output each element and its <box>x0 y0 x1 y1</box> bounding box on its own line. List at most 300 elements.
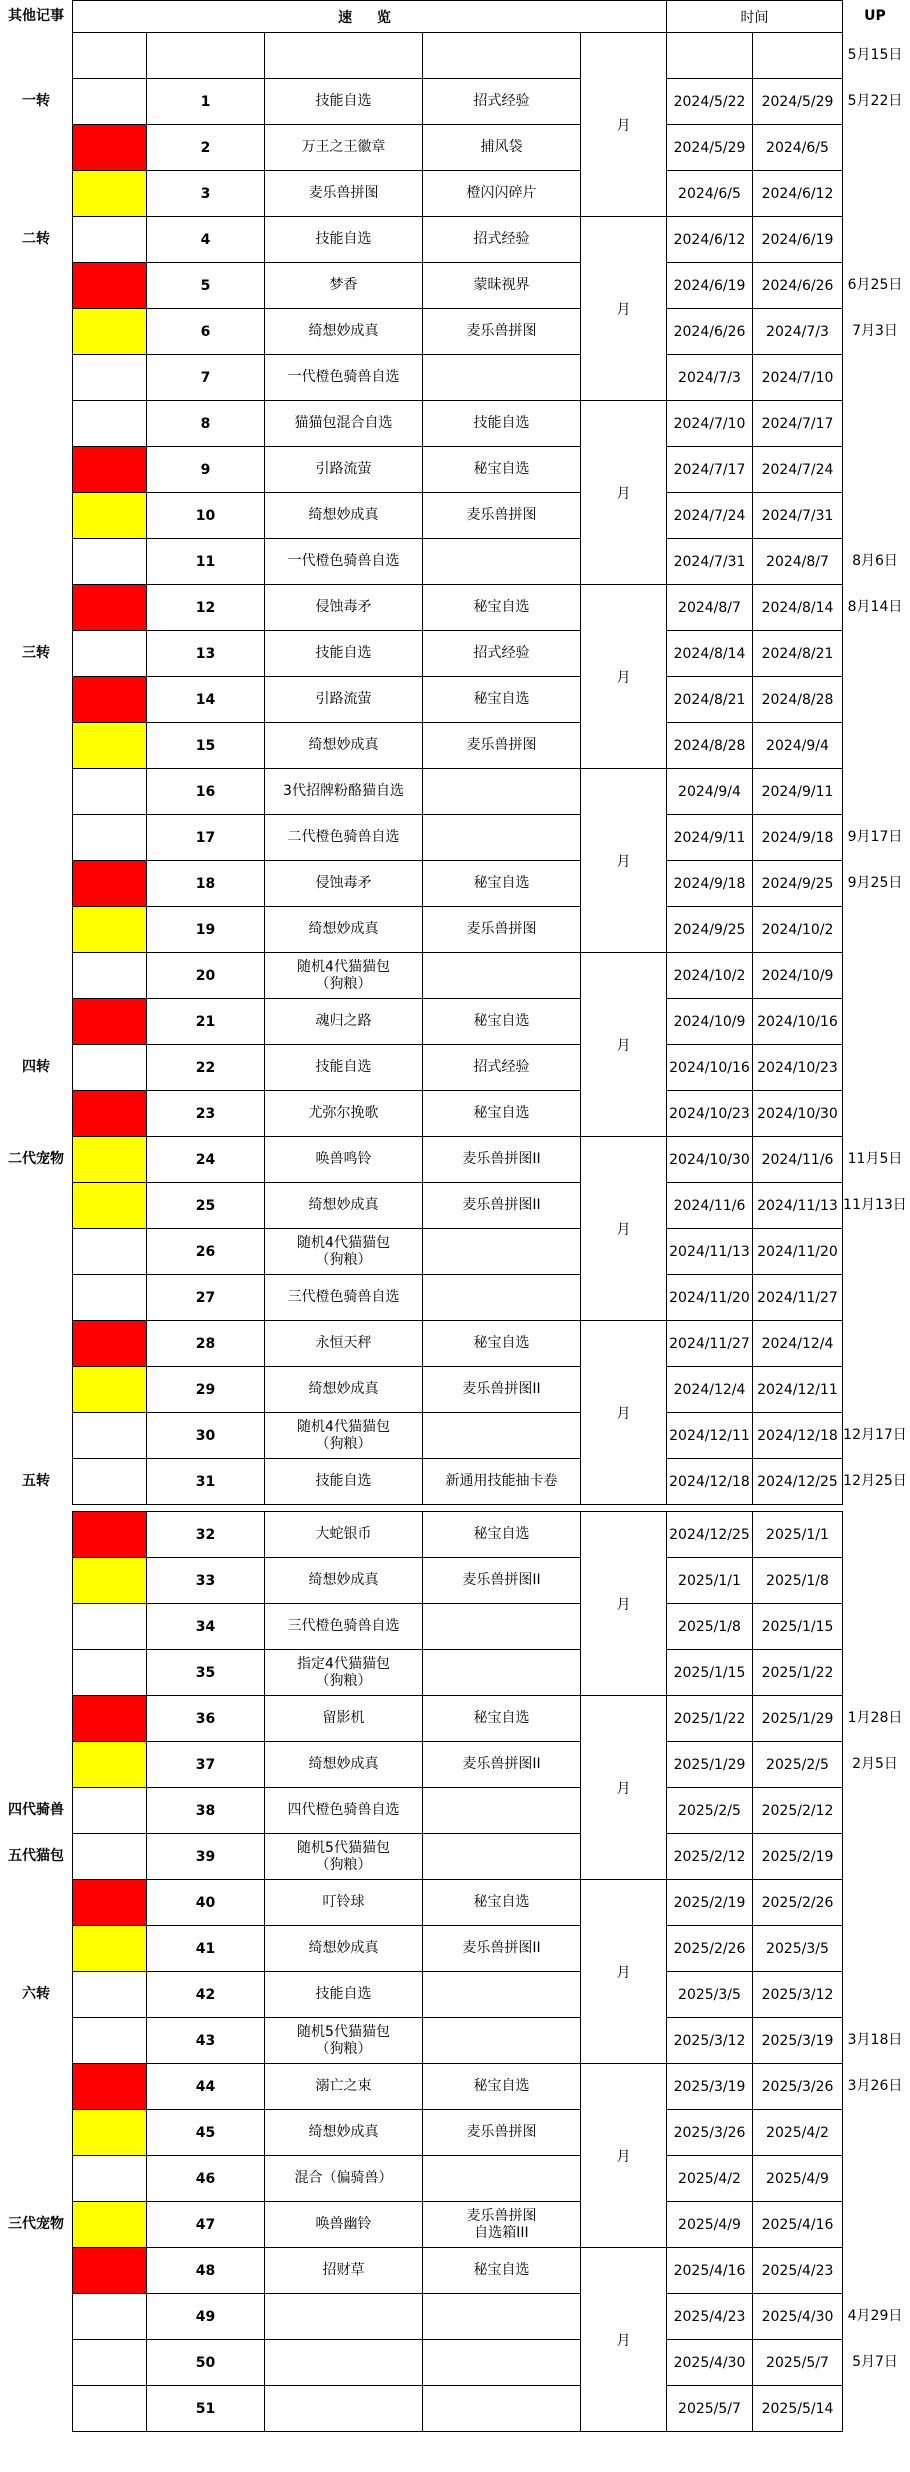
color-swatch <box>73 1650 147 1696</box>
up-date: 4月29日 <box>847 2308 903 2324</box>
end-date: 2024/9/25 <box>753 861 843 907</box>
end-date: 2025/3/19 <box>753 2018 843 2064</box>
week-number: 10 <box>147 493 265 539</box>
empty-cell <box>423 33 581 79</box>
item-secondary: 招式经验 <box>423 631 581 677</box>
week-number: 4 <box>147 217 265 263</box>
item-secondary: 麦乐兽拼图 <box>423 309 581 355</box>
color-swatch <box>73 2202 147 2248</box>
item-secondary <box>423 2386 581 2432</box>
color-swatch <box>73 1091 147 1137</box>
empty-cell <box>147 33 265 79</box>
item-secondary <box>423 2294 581 2340</box>
start-date: 2024/9/18 <box>667 861 753 907</box>
table-row <box>73 769 843 815</box>
item-primary: 侵蚀毒矛 <box>265 861 423 907</box>
color-swatch <box>73 217 147 263</box>
table-row <box>73 2294 843 2340</box>
item-primary: 麦乐兽拼图 <box>265 171 423 217</box>
color-swatch <box>73 1834 147 1880</box>
item-secondary: 秘宝自选 <box>423 1091 581 1137</box>
table-row <box>73 2110 843 2156</box>
table-row <box>73 1742 843 1788</box>
color-swatch <box>73 355 147 401</box>
item-secondary: 招式经验 <box>423 217 581 263</box>
color-swatch <box>73 677 147 723</box>
month-cell: 月 <box>581 585 667 769</box>
side-note: 一转 <box>22 93 50 109</box>
week-number: 35 <box>147 1650 265 1696</box>
table-row <box>73 1788 843 1834</box>
table-row <box>73 447 843 493</box>
week-number: 43 <box>147 2018 265 2064</box>
side-note: 六转 <box>22 1986 50 2002</box>
item-secondary <box>423 1604 581 1650</box>
week-number: 7 <box>147 355 265 401</box>
color-swatch <box>73 2110 147 2156</box>
item-primary: 绮想妙成真 <box>265 1742 423 1788</box>
end-date: 2025/4/2 <box>753 2110 843 2156</box>
table-row <box>73 585 843 631</box>
end-date: 2024/10/23 <box>753 1045 843 1091</box>
side-note: 四代骑兽 <box>8 1802 64 1818</box>
start-date: 2025/4/16 <box>667 2248 753 2294</box>
table-row <box>73 1045 843 1091</box>
end-date: 2024/6/26 <box>753 263 843 309</box>
color-swatch <box>73 1788 147 1834</box>
start-date: 2024/11/6 <box>667 1183 753 1229</box>
end-date: 2025/5/14 <box>753 2386 843 2432</box>
start-date: 2025/4/9 <box>667 2202 753 2248</box>
item-secondary: 秘宝自选 <box>423 1880 581 1926</box>
table-row <box>73 2340 843 2386</box>
color-swatch <box>73 999 147 1045</box>
end-date: 2025/3/12 <box>753 1972 843 2018</box>
color-swatch <box>73 631 147 677</box>
item-primary: 魂归之路 <box>265 999 423 1045</box>
item-primary: 三代橙色骑兽自选 <box>265 1604 423 1650</box>
end-date: 2025/3/26 <box>753 2064 843 2110</box>
color-swatch <box>73 401 147 447</box>
month-cell: 月 <box>581 1880 667 2064</box>
item-primary <box>265 2294 423 2340</box>
item-secondary <box>423 355 581 401</box>
start-date: 2025/5/7 <box>667 2386 753 2432</box>
item-primary: 技能自选 <box>265 217 423 263</box>
item-secondary: 麦乐兽拼图II <box>423 1183 581 1229</box>
table-row <box>73 1650 843 1696</box>
week-number: 11 <box>147 539 265 585</box>
week-number: 49 <box>147 2294 265 2340</box>
end-date: 2025/2/5 <box>753 1742 843 1788</box>
start-date: 2025/4/23 <box>667 2294 753 2340</box>
table-row <box>73 1926 843 1972</box>
item-secondary: 麦乐兽拼图 <box>423 723 581 769</box>
end-date: 2024/11/20 <box>753 1229 843 1275</box>
start-date: 2024/10/9 <box>667 999 753 1045</box>
item-secondary: 麦乐兽拼图 <box>423 493 581 539</box>
week-number: 22 <box>147 1045 265 1091</box>
start-date: 2025/3/19 <box>667 2064 753 2110</box>
table-row <box>73 1091 843 1137</box>
start-date: 2025/2/12 <box>667 1834 753 1880</box>
time-column-header: 时间 <box>667 1 843 33</box>
item-primary: 大蛇银币 <box>265 1512 423 1558</box>
color-swatch <box>73 1275 147 1321</box>
item-primary: 一代橙色骑兽自选 <box>265 355 423 401</box>
table-row <box>73 999 843 1045</box>
start-date: 2024/8/7 <box>667 585 753 631</box>
item-primary <box>265 2386 423 2432</box>
up-date: 8月14日 <box>847 599 903 615</box>
end-date: 2024/8/21 <box>753 631 843 677</box>
color-swatch <box>73 125 147 171</box>
item-primary: 四代橙色骑兽自选 <box>265 1788 423 1834</box>
item-secondary: 麦乐兽拼图II <box>423 1926 581 1972</box>
end-date: 2024/9/4 <box>753 723 843 769</box>
color-swatch <box>73 769 147 815</box>
table-row <box>73 309 843 355</box>
start-date: 2025/2/19 <box>667 1880 753 1926</box>
start-date: 2025/3/26 <box>667 2110 753 2156</box>
week-number: 17 <box>147 815 265 861</box>
item-primary: 万王之王徽章 <box>265 125 423 171</box>
color-swatch <box>73 1137 147 1183</box>
end-date: 2024/10/16 <box>753 999 843 1045</box>
item-secondary <box>423 1413 581 1459</box>
item-primary: 引路流萤 <box>265 677 423 723</box>
item-secondary <box>423 1972 581 2018</box>
end-date: 2024/6/19 <box>753 217 843 263</box>
week-number: 18 <box>147 861 265 907</box>
end-date: 2024/7/3 <box>753 309 843 355</box>
color-swatch <box>73 1742 147 1788</box>
end-date: 2025/1/8 <box>753 1558 843 1604</box>
week-number: 20 <box>147 953 265 999</box>
end-date: 2024/9/18 <box>753 815 843 861</box>
end-date: 2024/11/6 <box>753 1137 843 1183</box>
item-primary: 随机4代猫猫包 （狗粮） <box>265 953 423 999</box>
item-secondary: 麦乐兽拼图II <box>423 1742 581 1788</box>
item-secondary: 秘宝自选 <box>423 677 581 723</box>
table-row <box>73 1512 843 1558</box>
week-number: 39 <box>147 1834 265 1880</box>
up-date: 12月17日 <box>843 1427 907 1443</box>
item-primary: 猫猫包混合自选 <box>265 401 423 447</box>
week-number: 14 <box>147 677 265 723</box>
item-primary: 3代招牌粉酪猫自选 <box>265 769 423 815</box>
item-primary: 指定4代猫猫包 （狗粮） <box>265 1650 423 1696</box>
item-secondary <box>423 815 581 861</box>
week-number: 2 <box>147 125 265 171</box>
table-row <box>73 1137 843 1183</box>
item-secondary: 秘宝自选 <box>423 585 581 631</box>
start-date: 2024/6/19 <box>667 263 753 309</box>
item-primary: 永恒天秤 <box>265 1321 423 1367</box>
table-row <box>73 217 843 263</box>
month-cell: 月 <box>581 769 667 953</box>
color-swatch <box>73 1926 147 1972</box>
end-date: 2025/4/16 <box>753 2202 843 2248</box>
up-date: 3月26日 <box>847 2078 903 2094</box>
end-date: 2024/8/14 <box>753 585 843 631</box>
start-date: 2024/12/4 <box>667 1367 753 1413</box>
item-primary: 绮想妙成真 <box>265 2110 423 2156</box>
table-row <box>73 2156 843 2202</box>
month-cell: 月 <box>581 2248 667 2432</box>
item-secondary <box>423 1275 581 1321</box>
color-swatch <box>73 2340 147 2386</box>
color-swatch <box>73 723 147 769</box>
side-note: 三代宠物 <box>8 2216 64 2232</box>
up-date: 5月7日 <box>852 2354 898 2370</box>
color-swatch <box>73 907 147 953</box>
month-cell: 月 <box>581 1512 667 1696</box>
item-secondary: 秘宝自选 <box>423 447 581 493</box>
side-note: 五转 <box>22 1473 50 1489</box>
side-note: 四转 <box>22 1059 50 1075</box>
item-secondary: 技能自选 <box>423 401 581 447</box>
table-row <box>73 953 843 999</box>
month-cell: 月 <box>581 217 667 401</box>
color-swatch <box>73 585 147 631</box>
color-swatch <box>73 2294 147 2340</box>
item-secondary: 麦乐兽拼图 自选箱III <box>423 2202 581 2248</box>
item-primary: 技能自选 <box>265 79 423 125</box>
end-date: 2025/2/19 <box>753 1834 843 1880</box>
color-swatch <box>73 861 147 907</box>
item-secondary: 秘宝自选 <box>423 2064 581 2110</box>
color-swatch <box>73 1321 147 1367</box>
item-primary: 技能自选 <box>265 1972 423 2018</box>
start-date: 2025/1/15 <box>667 1650 753 1696</box>
item-primary: 唤兽幽铃 <box>265 2202 423 2248</box>
item-primary: 绮想妙成真 <box>265 1183 423 1229</box>
table-row <box>73 1459 843 1505</box>
overview-title: 速 览 <box>73 1 667 33</box>
week-number: 21 <box>147 999 265 1045</box>
week-number: 24 <box>147 1137 265 1183</box>
start-date: 2025/1/8 <box>667 1604 753 1650</box>
up-date: 9月17日 <box>847 829 903 845</box>
end-date: 2025/4/23 <box>753 2248 843 2294</box>
item-secondary <box>423 2340 581 2386</box>
item-secondary: 麦乐兽拼图II <box>423 1137 581 1183</box>
color-swatch <box>73 79 147 125</box>
week-number: 47 <box>147 2202 265 2248</box>
item-primary: 叮铃球 <box>265 1880 423 1926</box>
item-secondary: 招式经验 <box>423 79 581 125</box>
week-number: 44 <box>147 2064 265 2110</box>
week-number: 42 <box>147 1972 265 2018</box>
end-date: 2024/5/29 <box>753 79 843 125</box>
start-date: 2025/2/26 <box>667 1926 753 1972</box>
start-date: 2024/7/17 <box>667 447 753 493</box>
start-date: 2024/11/27 <box>667 1321 753 1367</box>
up-date: 1月28日 <box>847 1710 903 1726</box>
start-date: 2025/4/2 <box>667 2156 753 2202</box>
start-date: 2024/11/13 <box>667 1229 753 1275</box>
item-secondary: 秘宝自选 <box>423 861 581 907</box>
start-date: 2024/8/28 <box>667 723 753 769</box>
item-secondary <box>423 1229 581 1275</box>
end-date: 2025/3/5 <box>753 1926 843 1972</box>
item-secondary <box>423 539 581 585</box>
start-date: 2025/1/29 <box>667 1742 753 1788</box>
color-swatch <box>73 263 147 309</box>
table-row <box>73 1183 843 1229</box>
start-date: 2024/10/30 <box>667 1137 753 1183</box>
start-date: 2025/1/22 <box>667 1696 753 1742</box>
up-date: 5月15日 <box>847 47 903 63</box>
item-primary: 随机5代猫猫包 （狗粮） <box>265 2018 423 2064</box>
item-secondary: 麦乐兽拼图II <box>423 1367 581 1413</box>
item-primary: 梦香 <box>265 263 423 309</box>
start-date: 2025/3/12 <box>667 2018 753 2064</box>
table-row <box>73 1321 843 1367</box>
item-primary: 绮想妙成真 <box>265 493 423 539</box>
up-date: 11月13日 <box>843 1197 907 1213</box>
item-primary: 绮想妙成真 <box>265 1367 423 1413</box>
up-date: 6月25日 <box>847 277 903 293</box>
start-date: 2024/6/26 <box>667 309 753 355</box>
item-secondary: 秘宝自选 <box>423 2248 581 2294</box>
table-row <box>73 1696 843 1742</box>
color-swatch <box>73 1045 147 1091</box>
table-row <box>73 263 843 309</box>
table-row <box>73 1413 843 1459</box>
week-number: 51 <box>147 2386 265 2432</box>
end-date: 2025/2/26 <box>753 1880 843 1926</box>
start-date: 2024/10/16 <box>667 1045 753 1091</box>
start-date: 2024/11/20 <box>667 1275 753 1321</box>
end-date: 2025/2/12 <box>753 1788 843 1834</box>
week-number: 37 <box>147 1742 265 1788</box>
week-number: 1 <box>147 79 265 125</box>
color-swatch <box>73 1459 147 1505</box>
week-number: 50 <box>147 2340 265 2386</box>
start-date: 2024/12/18 <box>667 1459 753 1505</box>
up-date: 11月5日 <box>847 1151 903 1167</box>
color-swatch <box>73 171 147 217</box>
color-swatch <box>73 2156 147 2202</box>
item-primary: 技能自选 <box>265 1459 423 1505</box>
color-swatch <box>73 447 147 493</box>
start-date: 2024/5/29 <box>667 125 753 171</box>
end-date: 2024/12/25 <box>753 1459 843 1505</box>
start-date: 2024/8/14 <box>667 631 753 677</box>
week-number: 8 <box>147 401 265 447</box>
item-primary <box>265 2340 423 2386</box>
week-number: 19 <box>147 907 265 953</box>
month-cell: 月 <box>581 1137 667 1321</box>
week-number: 33 <box>147 1558 265 1604</box>
week-number: 12 <box>147 585 265 631</box>
item-primary: 随机4代猫猫包 （狗粮） <box>265 1229 423 1275</box>
table-row <box>73 815 843 861</box>
item-secondary: 麦乐兽拼图II <box>423 1558 581 1604</box>
item-secondary: 捕风袋 <box>423 125 581 171</box>
color-swatch <box>73 1183 147 1229</box>
item-secondary <box>423 2156 581 2202</box>
item-primary: 招财草 <box>265 2248 423 2294</box>
table-row <box>73 723 843 769</box>
item-primary: 溺亡之束 <box>265 2064 423 2110</box>
color-swatch <box>73 1880 147 1926</box>
item-secondary <box>423 1788 581 1834</box>
start-date: 2024/9/11 <box>667 815 753 861</box>
week-number: 28 <box>147 1321 265 1367</box>
end-date: 2024/12/11 <box>753 1367 843 1413</box>
color-swatch <box>73 2248 147 2294</box>
item-primary: 技能自选 <box>265 631 423 677</box>
item-primary: 侵蚀毒矛 <box>265 585 423 631</box>
table-row <box>73 2202 843 2248</box>
end-date: 2024/11/13 <box>753 1183 843 1229</box>
item-secondary: 麦乐兽拼图 <box>423 2110 581 2156</box>
item-secondary: 招式经验 <box>423 1045 581 1091</box>
end-date: 2024/7/17 <box>753 401 843 447</box>
week-number: 25 <box>147 1183 265 1229</box>
table-row <box>73 907 843 953</box>
empty-cell <box>265 33 423 79</box>
end-date: 2024/10/2 <box>753 907 843 953</box>
item-primary: 绮想妙成真 <box>265 907 423 953</box>
schedule-table-2024 <box>72 0 843 1505</box>
item-primary: 随机4代猫猫包 （狗粮） <box>265 1413 423 1459</box>
table-row <box>73 1558 843 1604</box>
item-primary: 留影机 <box>265 1696 423 1742</box>
item-secondary: 秘宝自选 <box>423 999 581 1045</box>
end-date: 2025/4/9 <box>753 2156 843 2202</box>
item-secondary: 秘宝自选 <box>423 1696 581 1742</box>
week-number: 3 <box>147 171 265 217</box>
table-row <box>73 2064 843 2110</box>
table-row <box>73 1604 843 1650</box>
item-primary: 一代橙色骑兽自选 <box>265 539 423 585</box>
week-number: 34 <box>147 1604 265 1650</box>
color-swatch <box>73 1367 147 1413</box>
item-primary: 技能自选 <box>265 1045 423 1091</box>
week-number: 27 <box>147 1275 265 1321</box>
item-secondary: 麦乐兽拼图 <box>423 907 581 953</box>
side-note: 五代猫包 <box>8 1848 64 1864</box>
item-primary: 绮想妙成真 <box>265 309 423 355</box>
table-row <box>73 1229 843 1275</box>
color-swatch <box>73 815 147 861</box>
week-number: 13 <box>147 631 265 677</box>
item-secondary: 橙闪闪碎片 <box>423 171 581 217</box>
table-row <box>73 2386 843 2432</box>
color-swatch <box>73 1972 147 2018</box>
end-date: 2024/7/31 <box>753 493 843 539</box>
notes-column-header: 其他记事 <box>8 8 64 24</box>
start-date: 2024/5/22 <box>667 79 753 125</box>
item-secondary: 秘宝自选 <box>423 1321 581 1367</box>
week-number: 6 <box>147 309 265 355</box>
empty-cell <box>73 33 147 79</box>
start-date: 2024/6/5 <box>667 171 753 217</box>
end-date: 2025/5/7 <box>753 2340 843 2386</box>
schedule-table-2025 <box>72 1511 843 2432</box>
week-number: 5 <box>147 263 265 309</box>
color-swatch <box>73 953 147 999</box>
week-number: 46 <box>147 2156 265 2202</box>
table-row <box>73 355 843 401</box>
month-cell: 月 <box>581 1696 667 1880</box>
week-number: 26 <box>147 1229 265 1275</box>
end-date: 2024/7/24 <box>753 447 843 493</box>
